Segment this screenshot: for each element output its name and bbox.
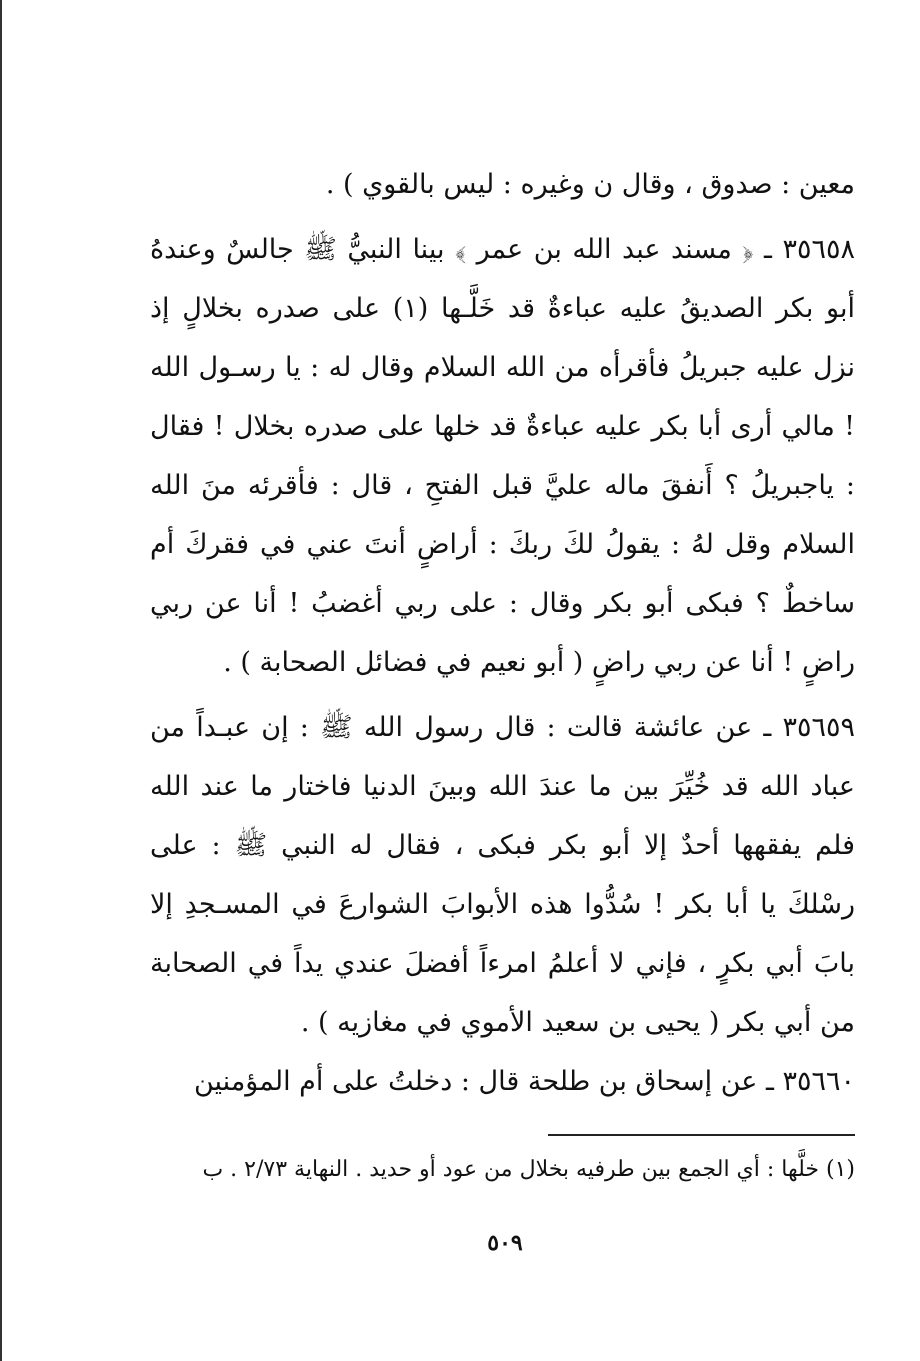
paragraph-continuation: معين : صدوق ، وقال ن وغيره : ليس بالقوي ) . (325, 169, 855, 200)
footnote: (١) خلَّها : أي الجمع بين طرفيه بخلال من عود أو حديد . النهاية ٢/٧٣ . ب (202, 1157, 855, 1182)
page-edge-line (0, 0, 2, 1361)
footnote-divider (548, 1134, 855, 1136)
hadith-35659: ٣٥٦٥٩ ـ عن عائشة قالت : قال رسول الله ﷺ : إن عبـداً من عباد الله قد خُيِّرَ بين ما عندَ الله وبينَ الدنيا فاختار ما عند الله فلم يفقهها أحدٌ إلا أبو بكر فبكى ، فقال له النبي ﷺ : على رسْلكَ يا أبا بكر ! سُدُّوا هذه الأبوابَ الشوارعَ في المسـجدِ إلا بابَ أبي بكرٍ ، فإني لا أعلمُ امرءاً أفضلَ عندي يداً في الصحابة من أبي بكر ( يحيى بن سعيد الأموي في مغازيه ) . (150, 712, 855, 1038)
hadith-35660: ٣٥٦٦٠ ـ عن إسحاق بن طلحة قال : دخلتُ على أم المؤمنين (193, 1066, 855, 1097)
main-text (150, 155, 855, 1111)
page-number: ٥٠٩ (487, 1230, 523, 1256)
hadith-35658: ٣٥٦٥٨ ـ ﴿ مسند عبد الله بن عمر ﴾ بينا النبيُّ ﷺ جالسٌ وعندهُ أبو بكر الصديقُ عليه عباءةٌ قد خَلَّـها (١) على صدره بخلالٍ إذ نزل عليه جبريلُ فأقرأه من الله السلام وقال له : يا رسـول الله ! مالي أرى أبا بكر عليه عباءةٌ قد خلها على صدره بخلال ! فقال : ياجبريلُ ؟ أَنفقَ ماله عليَّ قبل الفتحِ ، قال : فأقرئه منَ الله السلام وقل لهُ : يقولُ لكَ ربكَ : أراضٍ أنتَ عني في فقركَ أم ساخطٌ ؟ فبكى أبو بكر وقال : على ربي أغضبُ ! أنا عن ربي راضٍ ! أنا عن ربي راضٍ ( أبو نعيم في فضائل الصحابة ) . (150, 234, 855, 678)
